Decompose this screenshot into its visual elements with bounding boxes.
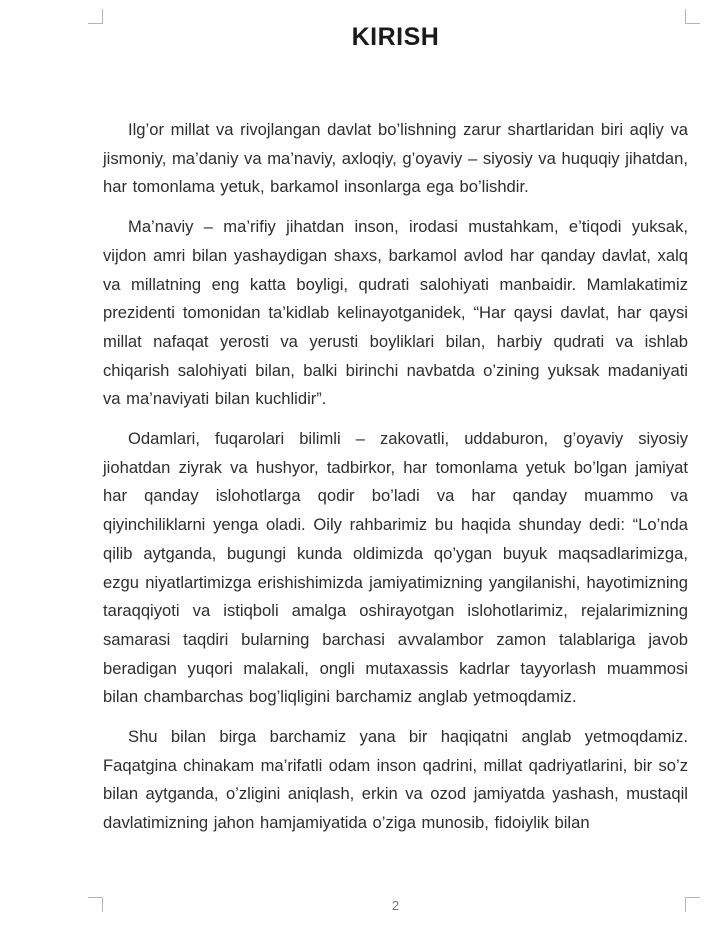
text-boundary-mark-top-left	[88, 9, 103, 24]
text-boundary-mark-bottom-left	[88, 897, 103, 912]
paragraph: Shu bilan birga barchamiz yana bir haqiqatni anglab yetmoqdamiz. Faqatgina chinakam ma’rifatli odam inson qadrini, millat qadriyatlarini, bir so’z bilan aytganda, o’zligini aniqlash, erkin va ozod jamiyatda yashash, mustaqil davlatimizning jahon hamjamiyatida o’ziga munosib, fidoiylik bilan	[103, 727, 688, 833]
paragraph: Ma’naviy – ma’rifiy jihatdan inson, irodasi mustahkam, e’tiqodi yuksak, vijdon amri bilan yashaydigan shaxs, barkamol avlod har qanday davlat, xalq va millatning eng katta boyligi, qudrati salohiyati manbaidir. Mamlakatimiz prezidenti tomonidan ta’kidlab kelinayotganidek, “Har qaysi davlat, har qaysi millat nafaqat yerosti va yerusti boyliklari bilan, harbiy qudrati va ishlab chiqarish salohiyati bilan, balki birinchi navbatda o’zining yuksak madaniyati va ma’naviyati bilan kuchlidir”.	[103, 217, 688, 409]
text-boundary-mark-top-right	[685, 9, 700, 24]
document-title: KIRISH	[351, 23, 440, 51]
page-number: 2	[391, 898, 400, 913]
paragraph: Ilg’or millat va rivojlangan davlat bo’lishning zarur shartlaridan biri aqliy va jismoniy, ma’daniy va ma’naviy, axloqiy, g’oyaviy – siyosiy va huquqiy jihatdan, har tomonlama yetuk, barkamol insonlarga ega bo’lishdir.	[103, 120, 688, 197]
paragraph: Odamlari, fuqarolari bilimli – zakovatli, uddaburon, g’oyaviy siyosiy jiohatdan ziyrak va hushyor, tadbirkor, har tomonlama yetuk bo’lgan jamiyat har qanday islohotlarga qodir bo’ladi va har qanday muammo va qiyinchiliklarni yenga oladi. Oily rahbarimiz bu haqida shunday dedi: “Lo’nda qilib aytganda, bugungi kunda oldimizda qo’ygan buyuk maqsadlarimizga, ezgu niyatlartimizga erishishimizda jamiyatimizning yangilanishi, hayotimizning taraqqiyoti va istiqboli amalga oshirayotgan islohotlarimiz, rejalarimizning samarasi taqdiri bularning barchasi avvalambor zamon talablariga javob beradigan yuqori malakali, ongli mutaxassis kadrlar tayyorlash muammosi bilan chambarchas bog’liqligini barchamiz anglab yetmoqdamiz.	[103, 429, 688, 707]
document-body	[103, 116, 688, 849]
